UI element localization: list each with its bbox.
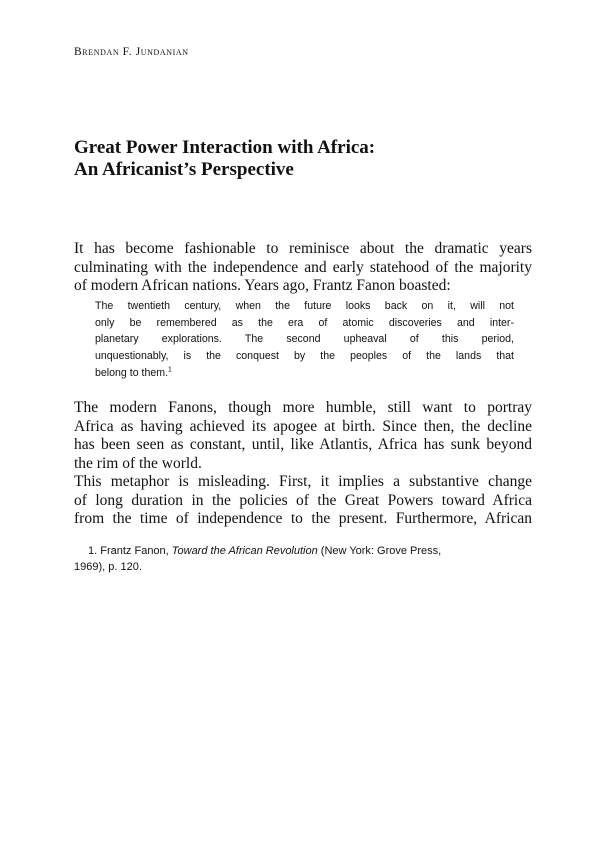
footnote xyxy=(74,543,532,575)
quote-line: planetary explorations. The second upheaval of this period, xyxy=(95,333,514,346)
footnote-line-2: 1969), p. 120. xyxy=(74,561,142,573)
quote-line: unquestionably, is the conquest by the peoples of the lands that xyxy=(95,350,514,363)
paragraph-line: of modern African nations. Years ago, Frantz Fanon boasted: xyxy=(74,277,451,294)
paragraph-intro xyxy=(74,240,532,296)
footnote-author: Frantz Fanon, xyxy=(100,545,169,557)
title-line-2: An Africanist’s Perspective xyxy=(74,159,294,180)
quote-line-last xyxy=(95,365,514,382)
quote-line: The twentieth century, when the future looks back on it, will not xyxy=(95,300,514,312)
paragraph-line: the rim of the world. xyxy=(74,454,202,472)
paragraph-line: It has become fashionable to reminisce about the dramatic years xyxy=(74,240,532,257)
paragraph-line: This metaphor is misleading. First, it implies a substantive change xyxy=(74,473,532,490)
paragraph-line: Africa as having achieved its apogee at birth. Since then, the decline xyxy=(74,417,532,435)
footnote-marker: 1 xyxy=(168,366,172,374)
paragraph-metaphor xyxy=(74,473,532,529)
paragraph-line: has been seen as constant, until, like Atlantis, Africa has sunk beyond xyxy=(74,436,532,453)
footnote-publisher: (New York: Grove Press, xyxy=(320,545,442,557)
paragraph-line: The modern Fanons, though more humble, still want to portray xyxy=(74,399,532,416)
title-line-1: Great Power Interaction with Africa: xyxy=(74,137,376,158)
author-header: Brendan F. Jundanian xyxy=(74,46,189,58)
paragraph-modern-fanons xyxy=(74,399,532,473)
quote-line-text: belong to them. xyxy=(95,366,169,379)
paragraph-line: of long duration in the policies of the Great Powers toward Africa xyxy=(74,491,532,509)
footnote-line-1 xyxy=(74,543,532,559)
paragraph-line: from the time of independence to the present. Furthermore, African xyxy=(74,510,532,527)
article-title xyxy=(74,137,534,181)
footnote-book-title: Toward the African Revolution xyxy=(171,545,318,557)
block-quote xyxy=(95,298,514,382)
paragraph-line: culminating with the independence and early statehood of the majority xyxy=(74,258,532,276)
quote-line: only be remembered as the era of atomic discoveries and inter- xyxy=(95,316,514,329)
footnote-number: 1. xyxy=(88,545,98,557)
